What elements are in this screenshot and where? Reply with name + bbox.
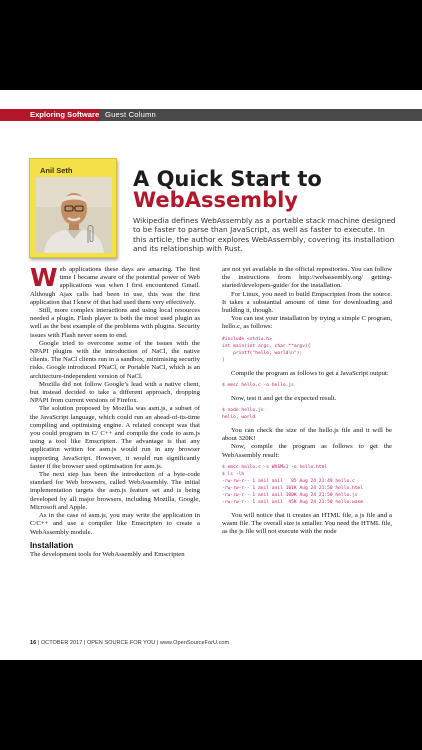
magazine-url[interactable]: www.OpenSourceForU.com [159, 640, 230, 646]
drop-cap: W [30, 263, 58, 292]
paragraph: Now, compile the program as follows to get the WebAssembly result: [222, 443, 392, 459]
article-title-line1: A Quick Start to [133, 167, 322, 191]
magazine-page [0, 90, 422, 660]
footer-separator: | [83, 640, 87, 646]
section-tag: Exploring Software [0, 109, 100, 121]
paragraph-text: eb applications these days are amazing. The first time I became aware of the potential power of Web applications was when I first encountered Gmail. Although Ajax calls had been in use, this was the first application that I knew of that had used them very effectively. [30, 266, 200, 306]
page-footer [30, 638, 229, 648]
paragraph: For Linux, you need to build Empscripten from the source. It takes a substantial amount of time for downloading and building it, though. [222, 290, 392, 315]
code-block-emcc-js: $ emcc hello.c -o hello.js [222, 382, 294, 388]
page-number: 16 [30, 640, 37, 646]
paragraph: The development tools for WebAssembly and Emscripten [30, 550, 185, 558]
paragraph: Mozilla did not follow Google’s lead with a native client, but instead decided to take a different approach, dropping NPAPI from current versions of Firefox. [30, 380, 200, 405]
column-tag: Guest Column [100, 109, 422, 121]
code-block-wasm: $ emcc hello.c -s WASM=1 -o hello.html $ ls -lh -rw-rw-r-- 1 anil anil 85 Aug 24 21:49 hello.c -rw-rw-r-- 1 anil anil 101K Aug 24 21:50 hello.html -rw-rw-r-- 1 anil anil 100K Aug 24 21:50 hello.js -rw-rw-r-- 1 anil anil 45K Aug 24 21:50 hello.wasm [222, 464, 364, 505]
paperclip-icon [86, 223, 95, 245]
author-photo-card [29, 158, 117, 258]
subheading-installation: Installation [30, 540, 74, 550]
paragraph: You can test your installation by trying a simple C program, hello.c, as follows: [222, 315, 392, 331]
code-block-hello-c: #include <stdio.h> int main(int argc, char **argv){ printf("hello, world\n"); } [222, 336, 311, 363]
article-title-line2: WebAssembly [133, 188, 298, 212]
paragraph: are not yet available in the official repositories. You can follow the instructions from http://webassembly.org/ getting-started/developers-guide/ for the installation. [222, 266, 392, 290]
author-photo [36, 177, 112, 253]
author-name: Anil Seth [40, 166, 73, 175]
paragraph: Google tried to overcome some of the issues with the NPAPI plugins with the introduction of NaCl, the native clients. The NaCl clients run in a sandbox, minimising security risks. Google introduced PNaCl, or Portable NaCl, which is an architecture-independent version of NaCl. [30, 339, 200, 380]
paragraph: You can check the size of the hello.js file and it will be about 320K! [222, 427, 392, 443]
right-column [222, 266, 392, 536]
footer-separator: | [37, 640, 41, 646]
paragraph: Still, more complex interactions and using local resources needed a plugin. Flash player is both the most used plugin as well as the best example of the problems with plugins. Security issues with Flash never seem to end. [30, 307, 200, 339]
code-block-node: $ node hello.js hello, world [222, 408, 264, 421]
paragraph: The solution proposed by Mozilla was asm.js, a subset of the JavaScript language, which could run an ahead-of-its-time compiling and optimising engine. A related concept was that you could program in C/ C++ and compile the code to asm.js using a tool like Emscripten. The advantage is that any application written for asm.js would run in any browser supporting JavaScript. However, it would run significantly faster if the browser used optimisation for asm.js. [30, 405, 200, 470]
article-standfirst: Wikipedia defines WebAssembly as a portable stack machine designed to be faster to parse than JavaScript, as well as faster to execute. In this article, the author explores WebAssembly, covering its installation and its relationship with Rust. [133, 216, 396, 253]
footer-separator: | [156, 640, 160, 646]
paragraph: As in the case of asm.js, you may write the application in C/C++ and use a compiler like Emscripten to create a WebAssembly module. [30, 512, 200, 536]
paragraph: The next step has been the introduction of a byte-code standard for Web browsers, called WebAssembly. The initial implementation targets the asm.js feature set and is being developed by all major browsers, including Mozilla, Google, Microsoft and Apple. [30, 471, 200, 511]
left-column [30, 263, 200, 559]
issue-date: OCTOBER 2017 [40, 640, 83, 646]
paragraph: Compile the program as follows to get a JavaScript output: [231, 369, 389, 377]
paragraph: Now, test it and get the expected result. [231, 394, 337, 402]
paragraph-intro [30, 263, 200, 307]
magazine-name: OPEN SOURCE FOR YOU [86, 640, 156, 646]
paragraph: You will notice that it creates an HTML file, a js file and a wasm file. The overall size is smaller. You need the HTML file, as the js file will not execute with the node [222, 511, 392, 536]
